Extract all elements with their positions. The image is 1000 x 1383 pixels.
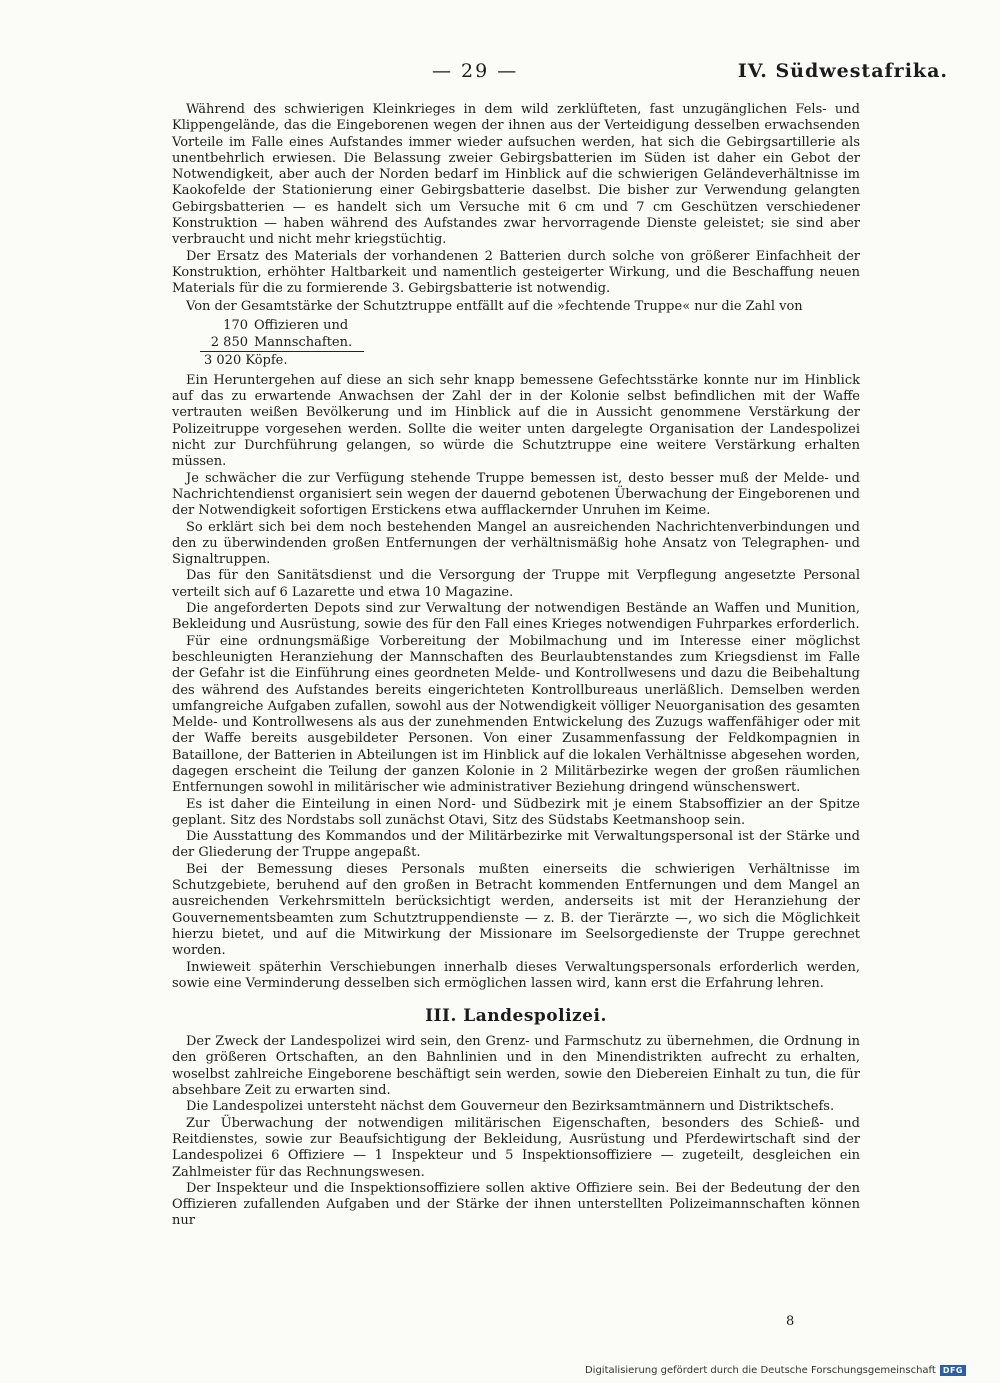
- dfg-logo-icon: DFG: [940, 1365, 966, 1376]
- tally-label: Offizieren und: [254, 317, 349, 333]
- paragraph: Der Zweck der Landespolizei wird sein, den Grenz- und Farmschutz zu übernehmen, die Ordnung in den größeren Ortschaften, an den Bahnlinien und in den Minendistrikten aufrecht zu erhalten, woselbst zahlreiche Eingeborene beschäftigt sein werden, sowie den Diebereien Einhalt zu tun, die für absehbare Zeit zu erwarten sind.: [172, 1034, 860, 1099]
- paragraph: Die angeforderten Depots sind zur Verwaltung der notwendigen Bestände an Waffen und Munition, Bekleidung und Ausrüstung, sowie des für den Fall eines Krieges notwendigen Fuhrparkes erforderlich.: [172, 601, 860, 633]
- paragraph: Bei der Bemessung dieses Personals mußten einerseits die schwierigen Verhältnisse im Schutzgebiete, beruhend auf den großen in Betracht kommenden Entfernungen und dem Mangel an ausreichenden Verkehrsmitteln berücksichtigt werden, anderseits ist mit der Heranziehung der Gouvernementsbeamten zum Schutztruppendienste — z. B. der Tierärzte —, wo sich die Möglichkeit hierzu bietet, und auf die Mitwirkung der Missionare im Seelsorgedienste der Truppe gerechnet worden.: [172, 861, 860, 959]
- paragraph: Je schwächer die zur Verfügung stehende Truppe bemessen ist, desto besser muß der Melde- und Nachrichtendienst organisiert sein wegen der dauernd gebotenen Überwachung der Eingeborenen und der Notwendigkeit sofortigen Erstickens etwa aufflackernder Unruhen im Keime.: [172, 470, 860, 519]
- paragraph: Während des schwierigen Kleinkrieges in dem wild zerklüfteten, fast unzugänglichen Fels- und Klippengelände, das die Eingeborenen wegen der ihnen aus der Verteidigung desselben erwachsenden Vorteile im Falle eines Aufstandes immer wieder aufsuchen werden, hat sich die Gebirgsartillerie als unentbehrlich erwiesen. Die Belassung zweier Gebirgsbatterien im Süden ist daher ein Gebot der Notwendigkeit, aber auch der Norden bedarf im Hinblick auf die schwierigen Geländeverhältnisse im Kaokofelde der Stationierung einer Gebirgsbatterie daselbst. Die bisher zur Verwendung gelangten Gebirgsbatterien — es handelt sich um Versuche mit 6 cm und 7 cm Geschützen verschiedener Konstruktion — haben während des Aufstandes zwar hervorragende Dienste geleistet; sie sind aber verbraucht und nicht mehr kriegstüchtig.: [172, 102, 860, 248]
- paragraph: Der Ersatz des Materials der vorhandenen 2 Batterien durch solche von größerer Einfachheit der Konstruktion, erhöhter Haltbarkeit und namentlich gesteigerter Wirkung, und die Beschaffung neuen Materials für die zu formierende 3. Gebirgsbatterie ist notwendig.: [172, 248, 860, 297]
- tally-row-men: [200, 334, 364, 352]
- tally-label: Mannschaften.: [254, 334, 353, 350]
- paragraph: Ein Heruntergehen auf diese an sich sehr knapp bemessene Gefechtsstärke konnte nur im Hinblick auf das zu erwartende Anwachsen der Zahl der in der Kolonie selbst befindlichen mit der Waffe vertrauten weißen Bevölkerung und im Hinblick auf die in Aussicht genommene Verstärkung der Polizeitruppe vorgesehen werden. Sollte die weiter unten dargelegte Organisation der Landespolizei nicht zur Durchführung gelangen, so würde die Schutztruppe eine weitere Verstärkung erhalten müssen.: [172, 372, 860, 470]
- digitization-credit: [585, 1365, 966, 1376]
- tally-row-officers: [206, 317, 860, 334]
- paragraph: Für eine ordnungsmäßige Vorbereitung der Mobilmachung und im Interesse einer möglichst beschleunigten Heranziehung der Mannschaften des Beurlaubtenstandes zum Kriegsdienst im Falle der Gefahr ist die Einführung eines geordneten Melde- und Kontrollwesens und dazu die Beibehaltung des während des Aufstandes bereits eingerichteten Kontrollbureaus unerläßlich. Demselben werden umfangreiche Aufgaben zufallen, sowohl aus der Notwendigkeit völliger Neuorganisation des gesamten Melde- und Kontrollwesens als aus der zunehmenden Entwickelung des Zuzugs waffenfähiger oder mit der Waffe bereits ausgebildeter Personen. Von einer Zusammenfassung der Feldkompagnien in Bataillone, der Batterien in Abteilungen ist im Hinblick auf die lokalen Verhältnisse abgesehen worden, dagegen erscheint die Teilung der ganzen Kolonie in 2 Militärbezirke wegen der großen räumlichen Entfernungen sowohl in militärischer wie administrativer Beziehung dringend wünschenswert.: [172, 633, 860, 796]
- paragraph: Von der Gesamtstärke der Schutztruppe entfällt auf die »fechtende Truppe« nur die Zahl von: [186, 298, 803, 314]
- paragraph: So erklärt sich bei dem noch bestehenden Mangel an ausreichenden Nachrichtenverbindungen und den zu überwindenden großen Entfernungen der verhältnismäßig hohe Ansatz von Telegraphen- und Signaltruppen.: [172, 519, 860, 568]
- document-body: [172, 102, 860, 1230]
- strength-tally: [206, 317, 860, 369]
- tally-total: [204, 352, 860, 369]
- paragraph: Es ist daher die Einteilung in einen Nord- und Südbezirk mit je einem Stabsoffizier an der Spitze geplant. Sitz des Nordstabs soll zunächst Otavi, Sitz des Südstabs Keetmanshoop sein.: [172, 796, 860, 828]
- credit-text: Digitalisierung gefördert durch die Deutsche Forschungsgemeinschaft: [584, 1365, 936, 1376]
- page-header: [0, 60, 1000, 90]
- signature-mark: 8: [786, 1314, 795, 1329]
- paragraph: Zur Überwachung der notwendigen militärischen Eigenschaften, besonders des Schieß- und Reitdienstes, sowie zur Beaufsichtigung der Bekleidung, Ausrüstung und Pferdewirtschaft sind der Landespolizei 6 Offiziere — 1 Inspekteur und 5 Inspektionsoffiziere — zugeteilt, desgleichen ein Zahlmeister für das Rechnungswesen.: [172, 1115, 860, 1180]
- paragraph: Die Landespolizei untersteht nächst dem Gouverneur den Bezirksamtmännern und Distriktschefs.: [186, 1099, 835, 1115]
- paragraph: Der Inspekteur und die Inspektionsoffiziere sollen aktive Offiziere sein. Bei der Bedeutung der den Offizieren zufallenden Aufgaben und der Stärke der ihnen unterstellten Polizeimannschaften können nur: [172, 1180, 860, 1229]
- paragraph: Die Ausstattung des Kommandos und der Militärbezirke mit Verwaltungspersonal ist der Stärke und der Gliederung der Truppe angepaßt.: [172, 829, 860, 861]
- tally-total-text: 3 020 Köpfe.: [204, 352, 288, 368]
- page-number: — 29 —: [432, 60, 519, 82]
- tally-number: 170: [223, 317, 248, 333]
- paragraph: Das für den Sanitätsdienst und die Versorgung der Truppe mit Verpflegung angesetzte Personal verteilt sich auf 6 Lazarette und etwa 10 Magazine.: [172, 568, 860, 600]
- section-heading: III. Landespolizei.: [425, 1006, 607, 1027]
- running-section-title: IV. Südwestafrika.: [737, 60, 948, 82]
- paragraph: Inwieweit späterhin Verschiebungen innerhalb dieses Verwaltungspersonals erforderlich werden, sowie eine Verminderung desselben sich ermöglichen lassen wird, kann erst die Erfahrung lehren.: [172, 959, 860, 991]
- tally-number: 2 850: [210, 334, 248, 350]
